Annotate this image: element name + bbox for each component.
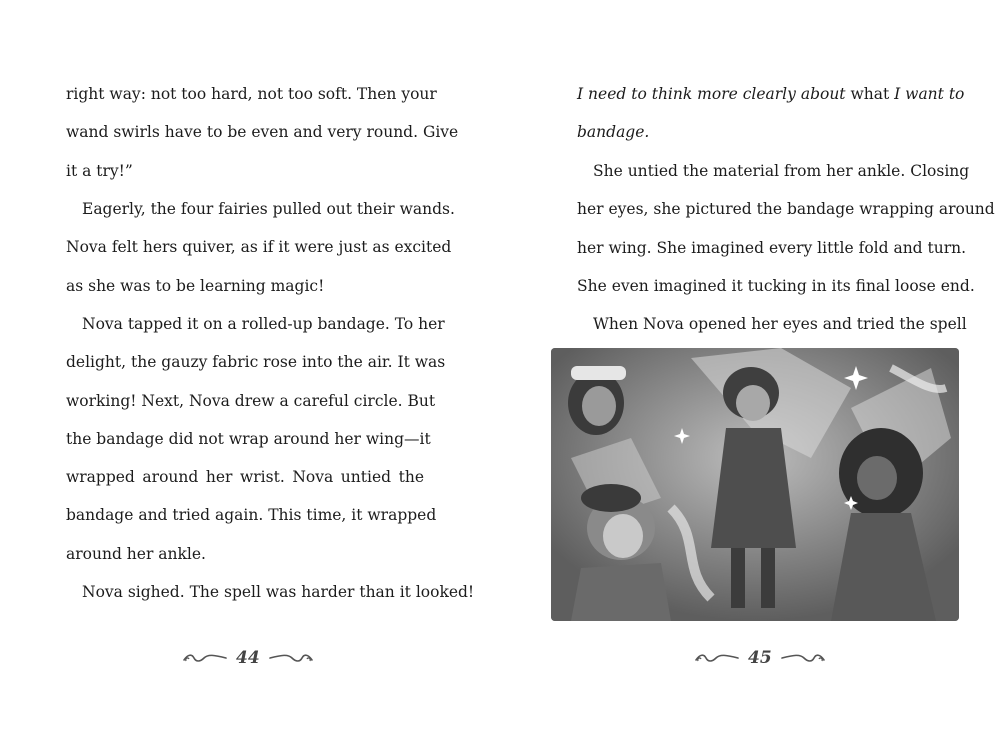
fairies-illustration [551, 348, 959, 621]
swash-ornament-icon [182, 651, 228, 665]
text-line: as she was to be learning magic! [66, 276, 325, 295]
right-page [500, 0, 1000, 729]
text-line: She even imagined it tucking in its final loose end. [577, 276, 975, 295]
fairies-illustration-art [551, 348, 959, 621]
text-line: wrapped around her wrist. Nova untied the [66, 468, 424, 487]
italic-text: I want to [894, 85, 965, 103]
text-line: it a try!” [66, 161, 133, 180]
text-line: When Nova opened her eyes and tried the spell [593, 315, 967, 333]
text-line: her wing. She imagined every little fold and turn. [577, 238, 967, 257]
text-line: Nova felt hers quiver, as if it were just as excited [66, 238, 452, 257]
swash-ornament-icon [268, 651, 314, 665]
text-line [577, 75, 965, 113]
paragraph-1 [66, 75, 459, 190]
roman-text: what [845, 85, 895, 103]
text-line: bandage and tried again. This time, it wrapped [66, 506, 437, 525]
text-line: She untied the material from her ankle. Closing [593, 162, 970, 180]
text-line: Nova tapped it on a rolled-up bandage. To her [82, 315, 445, 333]
paragraph-italic-thought [577, 75, 965, 152]
italic-text: I need to think more clearly about [577, 85, 846, 103]
text-line: right way: not too hard, not too soft. Then your [66, 85, 437, 103]
text-line: working! Next, Nova drew a careful circle. But [66, 391, 436, 410]
paragraph-3 [66, 305, 446, 573]
text-line: her eyes, she pictured the bandage wrapping around [577, 200, 995, 219]
text-line: around her ankle. [66, 544, 206, 563]
text-line: wand swirls have to be even and very round. Give [66, 123, 459, 142]
paragraph-4 [66, 573, 475, 611]
text-line: Eagerly, the four fairies pulled out their wands. [82, 200, 455, 218]
page-number-left [182, 648, 314, 668]
text-line: Nova sighed. The spell was harder than it looked! [82, 583, 475, 601]
page-number-right [694, 648, 826, 668]
paragraph-5 [577, 152, 995, 305]
page-number: 44 [236, 648, 260, 668]
swash-ornament-icon [694, 651, 740, 665]
text-line [577, 113, 934, 151]
paragraph-2 [66, 190, 455, 305]
text-line: the bandage did not wrap around her wing—it [66, 429, 431, 448]
paragraph-6 [577, 305, 967, 343]
page-number: 45 [748, 648, 772, 668]
text-line: delight, the gauzy fabric rose into the air. It was [66, 353, 446, 372]
swash-ornament-icon [780, 651, 826, 665]
italic-text: bandage. [577, 123, 650, 142]
